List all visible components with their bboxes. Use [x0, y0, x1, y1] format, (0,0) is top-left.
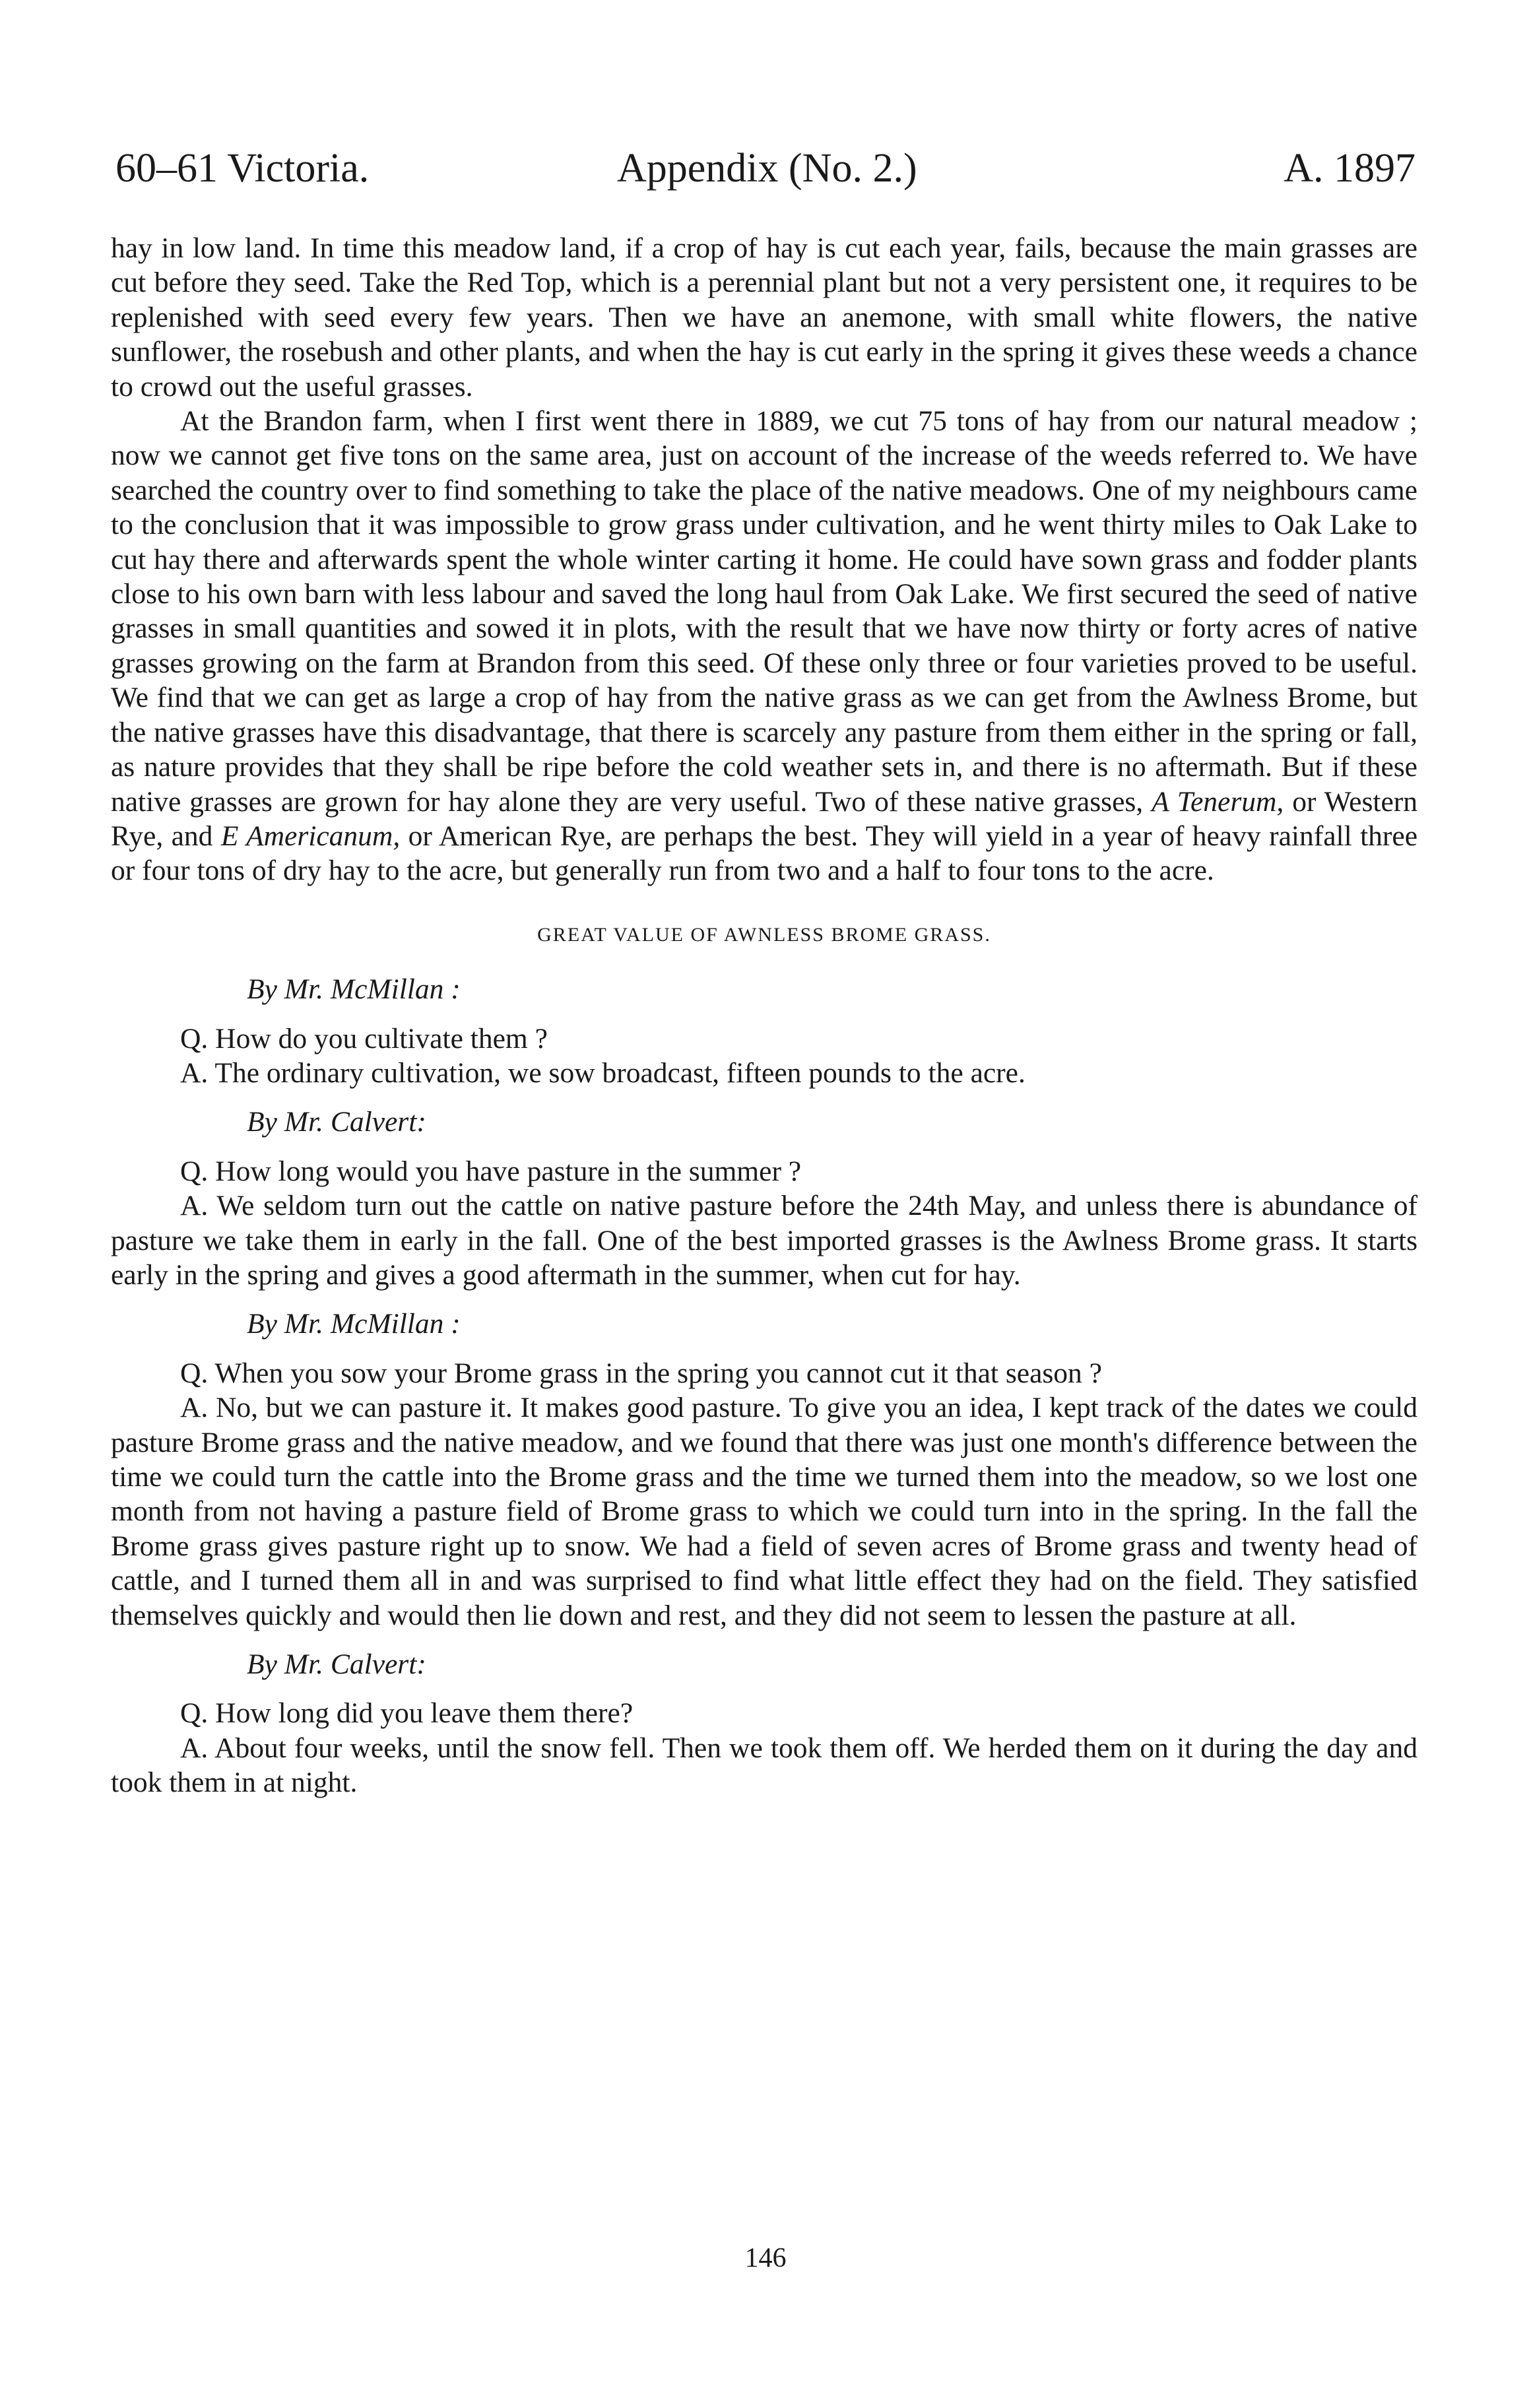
species-tenerum: A Tenerum, — [1152, 785, 1284, 818]
question-line: Q. How long would you have pasture in the summer ? — [180, 1155, 802, 1187]
header-year: A. 1897 — [1284, 146, 1416, 191]
answer-line: A. About four weeks, until the snow fell. Then we took them off. We herded them on it during the day and took them in at night. — [111, 1732, 1417, 1799]
answer-line: A. The ordinary cultivation, we sow broadcast, fifteen pounds to the acre. — [180, 1057, 1026, 1089]
brandon-text: At the Brandon farm, when I first went there in 1889, we cut 75 tons of hay from our natural meadow ; now we cannot get five tons on the same area, just on account of the increase of the weeds referred to. We have searched the country over to find something to take the place of the native meadows. One of my neighbours came to the conclusion that it was impossible to grow grass under cultivation, and he went thirty miles to Oak Lake to cut hay there and afterwards spent the whole winter carting it home. He could have sown grass and fodder plants close to his own barn with less labour and saved the long haul from Oak Lake. We first secured the seed of native grasses in small quantities and sowed it in plots, with the result that we have now thirty or forty acres of native grasses growing on the farm at Brandon from this seed. Of these only three or four varieties proved to be useful. We find that we can get as large a crop of hay from the native grass as we can get from the Awlness Brome, but the native grasses have this disadvantage, that there is scarcely any pasture from them either in the spring or fall, as nature provides that they shall be ripe before the cold weather sets in, and there is no aftermath. But if these native grasses are grown for hay alone they are very useful. Two of these native grasses, — [111, 405, 1417, 818]
page-header — [115, 139, 1416, 198]
speaker-label: By Mr. McMillan : — [247, 1308, 461, 1340]
question-line: Q. When you sow your Brome grass in the spring you cannot cut it that season ? — [180, 1357, 1102, 1389]
section-heading: GREAT VALUE OF AWNLESS BROME GRASS. — [537, 923, 991, 946]
paragraph-brandon-farm — [111, 404, 1417, 888]
answer-line: A. We seldom turn out the cattle on native pasture before the 24th May, and unless there is abundance of pasture we take them in early in the fall. One of the best imported grasses is the Awlness Brome grass. It starts early in the spring and gives a good aftermath in the summer, when cut for hay. — [111, 1190, 1417, 1291]
speaker-label: By Mr. McMillan : — [247, 973, 461, 1006]
american-rye-text: or American Rye, are perhaps the best. They will yield in a year of heavy rainfall three or four tons of dry hay to the acre, but generally run from two and a half to four tons to the acre. — [111, 820, 1418, 887]
page-body — [111, 231, 1417, 1800]
answer-line: A. No, but we can pasture it. It makes good pasture. To give you an idea, I kept track of the dates we could pasture Brome grass and the native meadow, and we found that there was just one month's difference between the time we could turn the cattle into the Brome grass and the time we turned them into the meadow, so we lost one month from not having a pasture field of Brome grass to which we could turn into in the spring. In the fall the Brome grass gives pasture right up to snow. We had a field of seven acres of Brome grass and twenty head of cattle, and I turned them all in and was surprised to find what little effect they had on the field. They satisfied themselves quickly and would then lie down and rest, and they did not seem to lessen the pasture at all. — [111, 1392, 1417, 1631]
species-americanum: E Americanum, — [220, 820, 401, 852]
header-appendix: Appendix (No. 2.) — [617, 146, 917, 191]
western-rye-text: or Western Rye, and — [111, 785, 1418, 852]
page-number: 146 — [744, 2243, 787, 2273]
question-line: Q. How do you cultivate them ? — [180, 1022, 548, 1055]
speaker-label: By Mr. Calvert: — [247, 1106, 426, 1138]
question-line: Q. How long did you leave them there? — [180, 1697, 634, 1730]
header-session: 60–61 Victoria. — [115, 146, 370, 191]
speaker-label: By Mr. Calvert: — [247, 1648, 426, 1681]
paragraph-hay-low-land: hay in low land. In time this meadow land, if a crop of hay is cut each year, fails, because the main grasses are cut before they seed. Take the Red Top, which is a perennial plant but not a very persistent one, it requires to be replenished with seed every few years. Then we have an anemone, with small white flowers, the native sunflower, the rosebush and other plants, and when the hay is cut early in the spring it gives these weeds a chance to crowd out the useful grasses. — [111, 232, 1417, 403]
